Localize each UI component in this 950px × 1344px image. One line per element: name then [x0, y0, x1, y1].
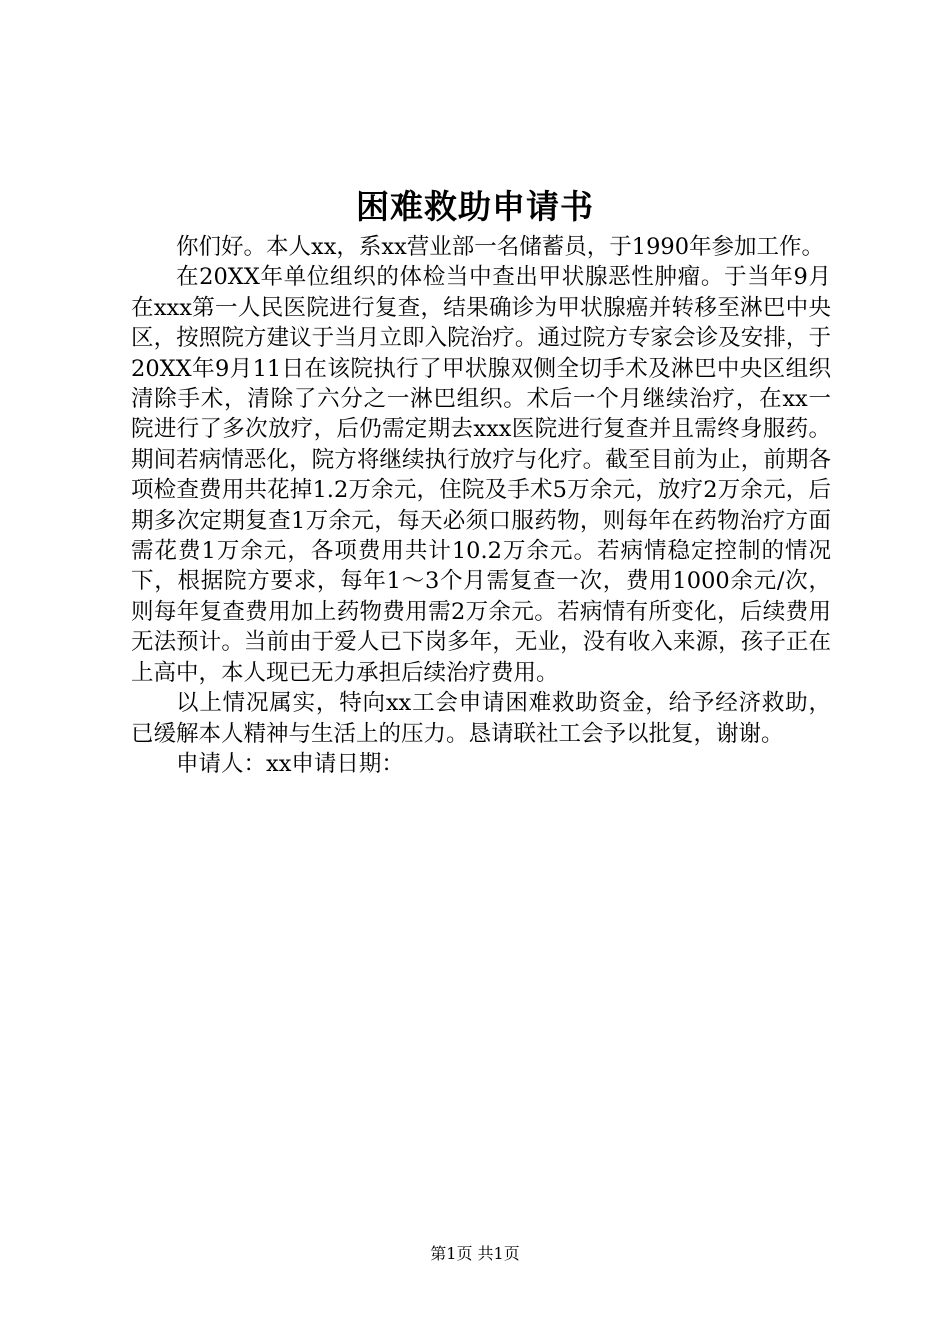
- paragraph-request: 以上情况属实，特向xx工会申请困难救助资金，给予经济救助，已缓解本人精神与生活上的压力。恳请联社工会予以批复，谢谢。: [131, 690, 831, 747]
- paragraph-medical-history: 在20XX年单位组织的体检当中查出甲状腺恶性肿瘤。于当年9月在xxx第一人民医院进行复查，结果确诊为甲状腺癌并转移至淋巴中央区，按照院方建议于当月立即入院治疗。通过院方专家会诊及安排，于20XX年9月11日在该院执行了甲状腺双侧全切手术及淋巴中央区组织清除手术，清除了六分之一淋巴组织。术后一个月继续治疗，在xx一院进行了多次放疗，后仍需定期去xxx医院进行复查并且需终身服药。期间若病情恶化，院方将继续执行放疗与化疗。截至目前为止，前期各项检查费用共花掉1.2万余元，住院及手术5万余元，放疗2万余元，后期多次定期复查1万余元，每天必须口服药物，则每年在药物治疗方面需花费1万余元，各项费用共计10.2万余元。若病情稳定控制的情况下，根据院方要求，每年1～3个月需复查一次，费用1000余元/次，则每年复查费用加上药物费用需2万余元。若病情有所变化，后续费用无法预计。当前由于爱人已下岗多年，无业，没有收入来源，孩子正在上高中，本人现已无力承担后续治疗费用。: [131, 264, 831, 686]
- document-title: 困难救助申请书: [356, 187, 594, 226]
- page-footer: 第1页 共1页: [430, 1244, 520, 1263]
- paragraph-applicant-signature: 申请人：xx申请日期：: [176, 750, 404, 777]
- document-body: [131, 232, 831, 779]
- paragraph-greeting: 你们好。本人xx，系xx营业部一名储蓄员，于1990年参加工作。: [176, 234, 825, 260]
